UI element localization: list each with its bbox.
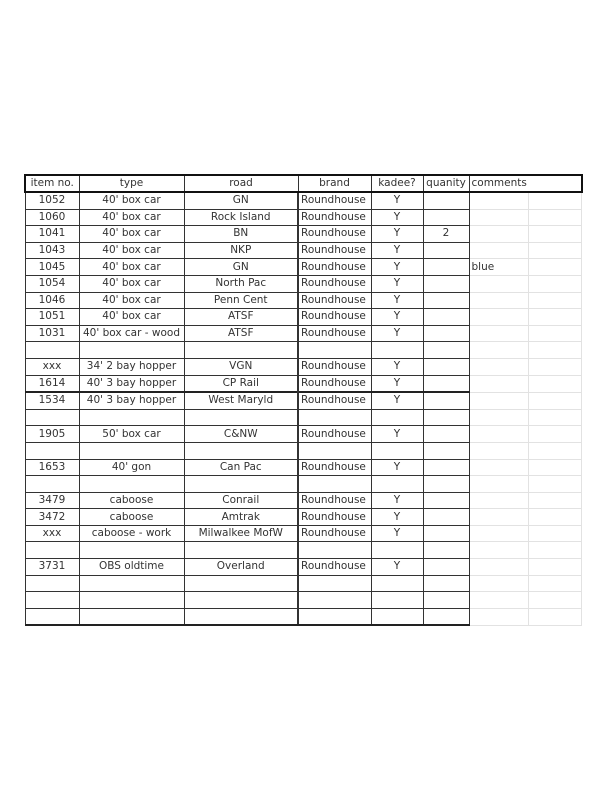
cell-comments[interactable] bbox=[469, 325, 529, 342]
cell-kadee[interactable]: Y bbox=[371, 509, 423, 526]
cell-extra[interactable] bbox=[529, 476, 582, 493]
cell-quantity[interactable] bbox=[423, 459, 469, 476]
cell-type[interactable] bbox=[79, 592, 184, 609]
cell-type[interactable]: OBS oldtime bbox=[79, 559, 184, 576]
cell-type[interactable]: 34' 2 bay hopper bbox=[79, 358, 184, 375]
cell-item-no[interactable]: 3472 bbox=[25, 509, 79, 526]
cell-road[interactable]: GN bbox=[184, 259, 298, 276]
cell-road[interactable]: NKP bbox=[184, 242, 298, 259]
header-item-no[interactable]: item no. bbox=[25, 175, 79, 192]
cell-quantity[interactable] bbox=[423, 259, 469, 276]
cell-comments[interactable] bbox=[469, 426, 529, 443]
cell-brand[interactable] bbox=[298, 575, 371, 592]
cell-type[interactable]: 40' box car bbox=[79, 292, 184, 309]
cell-brand[interactable]: Roundhouse bbox=[298, 192, 371, 209]
cell-brand[interactable]: Roundhouse bbox=[298, 292, 371, 309]
cell-kadee[interactable]: Y bbox=[371, 242, 423, 259]
table-row bbox=[25, 226, 582, 243]
header-row bbox=[25, 175, 582, 192]
cell-quantity[interactable] bbox=[423, 292, 469, 309]
cell-comments[interactable] bbox=[469, 459, 529, 476]
cell-item-no[interactable]: 1046 bbox=[25, 292, 79, 309]
cell-brand[interactable]: Roundhouse bbox=[298, 209, 371, 226]
cell-type[interactable] bbox=[79, 575, 184, 592]
cell-comments[interactable] bbox=[469, 226, 529, 243]
cell-brand[interactable]: Roundhouse bbox=[298, 275, 371, 292]
cell-extra[interactable] bbox=[529, 392, 582, 409]
cell-road[interactable]: Can Pac bbox=[184, 459, 298, 476]
cell-extra[interactable] bbox=[529, 209, 582, 226]
cell-road[interactable]: Rock Island bbox=[184, 209, 298, 226]
cell-kadee[interactable] bbox=[371, 575, 423, 592]
cell-kadee[interactable]: Y bbox=[371, 392, 423, 409]
cell-extra[interactable] bbox=[529, 358, 582, 375]
cell-road[interactable]: Overland bbox=[184, 559, 298, 576]
table-row bbox=[25, 342, 582, 359]
cell-extra[interactable] bbox=[529, 292, 582, 309]
cell-brand[interactable] bbox=[298, 608, 371, 625]
cell-type[interactable]: 40' box car - wood bbox=[79, 325, 184, 342]
cell-item-no[interactable] bbox=[25, 542, 79, 559]
cell-comments[interactable] bbox=[469, 192, 529, 209]
cell-road[interactable]: Conrail bbox=[184, 492, 298, 509]
cell-kadee[interactable]: Y bbox=[371, 259, 423, 276]
cell-quantity[interactable] bbox=[423, 192, 469, 209]
cell-type[interactable] bbox=[79, 342, 184, 359]
cell-kadee[interactable]: Y bbox=[371, 459, 423, 476]
cell-road[interactable]: ATSF bbox=[184, 325, 298, 342]
cell-kadee[interactable]: Y bbox=[371, 292, 423, 309]
cell-brand[interactable] bbox=[298, 342, 371, 359]
cell-type[interactable]: 40' box car bbox=[79, 259, 184, 276]
cell-quantity[interactable] bbox=[423, 209, 469, 226]
cell-item-no[interactable]: 1054 bbox=[25, 275, 79, 292]
cell-comments[interactable] bbox=[469, 492, 529, 509]
cell-quantity[interactable] bbox=[423, 592, 469, 609]
header-road[interactable]: road bbox=[184, 175, 298, 192]
table-row bbox=[25, 592, 582, 609]
cell-type[interactable]: 40' box car bbox=[79, 275, 184, 292]
cell-extra[interactable] bbox=[529, 509, 582, 526]
table-row bbox=[25, 358, 582, 375]
cell-extra[interactable] bbox=[529, 309, 582, 326]
cell-kadee[interactable]: Y bbox=[371, 525, 423, 542]
cell-type[interactable]: caboose - work bbox=[79, 525, 184, 542]
cell-item-no[interactable]: 1045 bbox=[25, 259, 79, 276]
cell-extra[interactable] bbox=[529, 226, 582, 243]
cell-comments[interactable] bbox=[469, 509, 529, 526]
cell-type[interactable] bbox=[79, 542, 184, 559]
cell-extra[interactable] bbox=[529, 442, 582, 459]
cell-comments[interactable] bbox=[469, 442, 529, 459]
cell-brand[interactable]: Roundhouse bbox=[298, 509, 371, 526]
cell-road[interactable]: GN bbox=[184, 192, 298, 209]
cell-type[interactable] bbox=[79, 476, 184, 493]
cell-brand[interactable]: Roundhouse bbox=[298, 309, 371, 326]
cell-road[interactable]: Milwalkee MofW bbox=[184, 525, 298, 542]
cell-comments[interactable] bbox=[469, 292, 529, 309]
cell-kadee[interactable] bbox=[371, 442, 423, 459]
table-row bbox=[25, 492, 582, 509]
cell-quantity[interactable] bbox=[423, 409, 469, 426]
cell-quantity[interactable] bbox=[423, 542, 469, 559]
cell-comments[interactable] bbox=[469, 358, 529, 375]
cell-road[interactable]: C&NW bbox=[184, 426, 298, 443]
table-row bbox=[25, 259, 582, 276]
cell-type[interactable] bbox=[79, 409, 184, 426]
cell-comments[interactable] bbox=[469, 392, 529, 409]
cell-kadee[interactable]: Y bbox=[371, 492, 423, 509]
cell-extra[interactable] bbox=[529, 242, 582, 259]
header-quantity[interactable]: quanity bbox=[423, 175, 469, 192]
cell-brand[interactable]: Roundhouse bbox=[298, 242, 371, 259]
cell-comments[interactable] bbox=[469, 542, 529, 559]
cell-comments[interactable] bbox=[469, 309, 529, 326]
cell-brand[interactable] bbox=[298, 542, 371, 559]
cell-item-no[interactable] bbox=[25, 409, 79, 426]
cell-road[interactable]: BN bbox=[184, 226, 298, 243]
cell-road[interactable]: VGN bbox=[184, 358, 298, 375]
cell-kadee[interactable] bbox=[371, 342, 423, 359]
cell-road[interactable]: ATSF bbox=[184, 309, 298, 326]
cell-item-no[interactable]: 1534 bbox=[25, 392, 79, 409]
cell-extra[interactable] bbox=[529, 426, 582, 443]
table-row bbox=[25, 309, 582, 326]
cell-kadee[interactable]: Y bbox=[371, 375, 423, 392]
cell-comments[interactable] bbox=[469, 525, 529, 542]
cell-brand[interactable]: Roundhouse bbox=[298, 459, 371, 476]
cell-brand[interactable]: Roundhouse bbox=[298, 375, 371, 392]
cell-extra[interactable] bbox=[529, 608, 582, 625]
cell-item-no[interactable]: 1905 bbox=[25, 426, 79, 443]
cell-brand[interactable] bbox=[298, 476, 371, 493]
cell-road[interactable] bbox=[184, 575, 298, 592]
table-row bbox=[25, 375, 582, 392]
cell-road[interactable]: CP Rail bbox=[184, 375, 298, 392]
table-row bbox=[25, 409, 582, 426]
cell-brand[interactable]: Roundhouse bbox=[298, 392, 371, 409]
cell-extra[interactable] bbox=[529, 459, 582, 476]
cell-kadee[interactable]: Y bbox=[371, 358, 423, 375]
cell-extra[interactable] bbox=[529, 375, 582, 392]
cell-brand[interactable]: Roundhouse bbox=[298, 492, 371, 509]
cell-item-no[interactable]: 3731 bbox=[25, 559, 79, 576]
cell-comments[interactable] bbox=[469, 559, 529, 576]
header-kadee[interactable]: kadee? bbox=[371, 175, 423, 192]
cell-item-no[interactable]: 1031 bbox=[25, 325, 79, 342]
cell-kadee[interactable]: Y bbox=[371, 275, 423, 292]
cell-quantity[interactable] bbox=[423, 509, 469, 526]
cell-kadee[interactable]: Y bbox=[371, 192, 423, 209]
cell-road[interactable] bbox=[184, 592, 298, 609]
cell-comments[interactable] bbox=[469, 275, 529, 292]
cell-quantity[interactable] bbox=[423, 342, 469, 359]
table-row bbox=[25, 459, 582, 476]
cell-kadee[interactable] bbox=[371, 592, 423, 609]
cell-quantity[interactable] bbox=[423, 275, 469, 292]
cell-kadee[interactable] bbox=[371, 476, 423, 493]
cell-extra[interactable] bbox=[529, 542, 582, 559]
cell-type[interactable]: 40' 3 bay hopper bbox=[79, 375, 184, 392]
cell-quantity[interactable] bbox=[423, 309, 469, 326]
cell-item-no[interactable]: xxx bbox=[25, 525, 79, 542]
cell-type[interactable]: 40' box car bbox=[79, 209, 184, 226]
cell-quantity[interactable] bbox=[423, 392, 469, 409]
cell-brand[interactable]: Roundhouse bbox=[298, 259, 371, 276]
cell-type[interactable]: 50' box car bbox=[79, 426, 184, 443]
cell-item-no[interactable] bbox=[25, 476, 79, 493]
cell-brand[interactable] bbox=[298, 592, 371, 609]
table-row bbox=[25, 292, 582, 309]
cell-comments[interactable] bbox=[469, 209, 529, 226]
cell-comments[interactable] bbox=[469, 592, 529, 609]
cell-brand[interactable]: Roundhouse bbox=[298, 426, 371, 443]
cell-extra[interactable] bbox=[529, 559, 582, 576]
table-row bbox=[25, 542, 582, 559]
header-comments[interactable]: comments bbox=[469, 175, 529, 192]
cell-type[interactable]: 40' box car bbox=[79, 192, 184, 209]
cell-item-no[interactable]: 1041 bbox=[25, 226, 79, 243]
cell-type[interactable]: 40' box car bbox=[79, 226, 184, 243]
cell-extra[interactable] bbox=[529, 275, 582, 292]
table-row bbox=[25, 426, 582, 443]
header-empty[interactable] bbox=[529, 175, 582, 192]
cell-item-no[interactable]: 1051 bbox=[25, 309, 79, 326]
cell-item-no[interactable]: 1653 bbox=[25, 459, 79, 476]
table-row bbox=[25, 325, 582, 342]
cell-kadee[interactable] bbox=[371, 608, 423, 625]
cell-item-no[interactable]: 3479 bbox=[25, 492, 79, 509]
cell-brand[interactable] bbox=[298, 442, 371, 459]
cell-type[interactable]: 40' 3 bay hopper bbox=[79, 392, 184, 409]
cell-kadee[interactable]: Y bbox=[371, 226, 423, 243]
cell-extra[interactable] bbox=[529, 325, 582, 342]
cell-type[interactable]: 40' box car bbox=[79, 309, 184, 326]
cell-quantity[interactable] bbox=[423, 575, 469, 592]
cell-type[interactable]: 40' gon bbox=[79, 459, 184, 476]
cell-item-no[interactable]: xxx bbox=[25, 358, 79, 375]
cell-comments[interactable] bbox=[469, 476, 529, 493]
cell-comments[interactable] bbox=[469, 608, 529, 625]
header-type[interactable]: type bbox=[79, 175, 184, 192]
cell-road[interactable] bbox=[184, 342, 298, 359]
cell-comments[interactable] bbox=[469, 375, 529, 392]
cell-quantity[interactable] bbox=[423, 476, 469, 493]
cell-extra[interactable] bbox=[529, 575, 582, 592]
cell-comments[interactable] bbox=[469, 342, 529, 359]
cell-extra[interactable] bbox=[529, 592, 582, 609]
table-row bbox=[25, 442, 582, 459]
cell-brand[interactable] bbox=[298, 409, 371, 426]
cell-quantity[interactable] bbox=[423, 358, 469, 375]
cell-item-no[interactable]: 1043 bbox=[25, 242, 79, 259]
cell-road[interactable] bbox=[184, 409, 298, 426]
cell-item-no[interactable]: 1052 bbox=[25, 192, 79, 209]
table-row bbox=[25, 559, 582, 576]
cell-comments[interactable]: blue bbox=[469, 259, 529, 276]
cell-comments[interactable] bbox=[469, 575, 529, 592]
cell-brand[interactable]: Roundhouse bbox=[298, 525, 371, 542]
inventory-table bbox=[24, 174, 583, 626]
cell-brand[interactable]: Roundhouse bbox=[298, 358, 371, 375]
cell-kadee[interactable]: Y bbox=[371, 309, 423, 326]
cell-type[interactable] bbox=[79, 442, 184, 459]
cell-road[interactable] bbox=[184, 608, 298, 625]
cell-extra[interactable] bbox=[529, 192, 582, 209]
cell-brand[interactable]: Roundhouse bbox=[298, 325, 371, 342]
cell-type[interactable]: caboose bbox=[79, 509, 184, 526]
cell-quantity[interactable] bbox=[423, 325, 469, 342]
cell-kadee[interactable]: Y bbox=[371, 426, 423, 443]
cell-extra[interactable] bbox=[529, 492, 582, 509]
table-row bbox=[25, 608, 582, 625]
table-row bbox=[25, 575, 582, 592]
cell-quantity[interactable] bbox=[423, 242, 469, 259]
cell-road[interactable]: Amtrak bbox=[184, 509, 298, 526]
cell-type[interactable] bbox=[79, 608, 184, 625]
table-row bbox=[25, 192, 582, 209]
cell-type[interactable]: caboose bbox=[79, 492, 184, 509]
table-row bbox=[25, 476, 582, 493]
cell-road[interactable] bbox=[184, 476, 298, 493]
cell-quantity[interactable]: 2 bbox=[423, 226, 469, 243]
cell-extra[interactable] bbox=[529, 409, 582, 426]
cell-quantity[interactable] bbox=[423, 525, 469, 542]
cell-quantity[interactable] bbox=[423, 426, 469, 443]
cell-item-no[interactable]: 1614 bbox=[25, 375, 79, 392]
cell-item-no[interactable]: 1060 bbox=[25, 209, 79, 226]
table-row bbox=[25, 392, 582, 409]
cell-quantity[interactable] bbox=[423, 375, 469, 392]
cell-comments[interactable] bbox=[469, 242, 529, 259]
cell-road[interactable]: Penn Cent bbox=[184, 292, 298, 309]
header-brand[interactable]: brand bbox=[298, 175, 371, 192]
cell-kadee[interactable]: Y bbox=[371, 209, 423, 226]
cell-brand[interactable]: Roundhouse bbox=[298, 559, 371, 576]
table-row bbox=[25, 209, 582, 226]
cell-brand[interactable]: Roundhouse bbox=[298, 226, 371, 243]
cell-kadee[interactable] bbox=[371, 542, 423, 559]
cell-road[interactable]: North Pac bbox=[184, 275, 298, 292]
cell-item-no[interactable] bbox=[25, 608, 79, 625]
cell-quantity[interactable] bbox=[423, 492, 469, 509]
cell-quantity[interactable] bbox=[423, 608, 469, 625]
cell-road[interactable] bbox=[184, 442, 298, 459]
cell-quantity[interactable] bbox=[423, 442, 469, 459]
table-row bbox=[25, 242, 582, 259]
cell-extra[interactable] bbox=[529, 525, 582, 542]
cell-comments[interactable] bbox=[469, 409, 529, 426]
cell-item-no[interactable] bbox=[25, 442, 79, 459]
cell-quantity[interactable] bbox=[423, 559, 469, 576]
cell-road[interactable]: West Maryld bbox=[184, 392, 298, 409]
cell-road[interactable] bbox=[184, 542, 298, 559]
cell-item-no[interactable] bbox=[25, 592, 79, 609]
table-row bbox=[25, 509, 582, 526]
cell-extra[interactable] bbox=[529, 259, 582, 276]
table-row bbox=[25, 275, 582, 292]
cell-extra[interactable] bbox=[529, 342, 582, 359]
cell-kadee[interactable]: Y bbox=[371, 559, 423, 576]
cell-item-no[interactable] bbox=[25, 575, 79, 592]
cell-kadee[interactable]: Y bbox=[371, 325, 423, 342]
table-row bbox=[25, 525, 582, 542]
cell-type[interactable]: 40' box car bbox=[79, 242, 184, 259]
cell-item-no[interactable] bbox=[25, 342, 79, 359]
cell-kadee[interactable] bbox=[371, 409, 423, 426]
